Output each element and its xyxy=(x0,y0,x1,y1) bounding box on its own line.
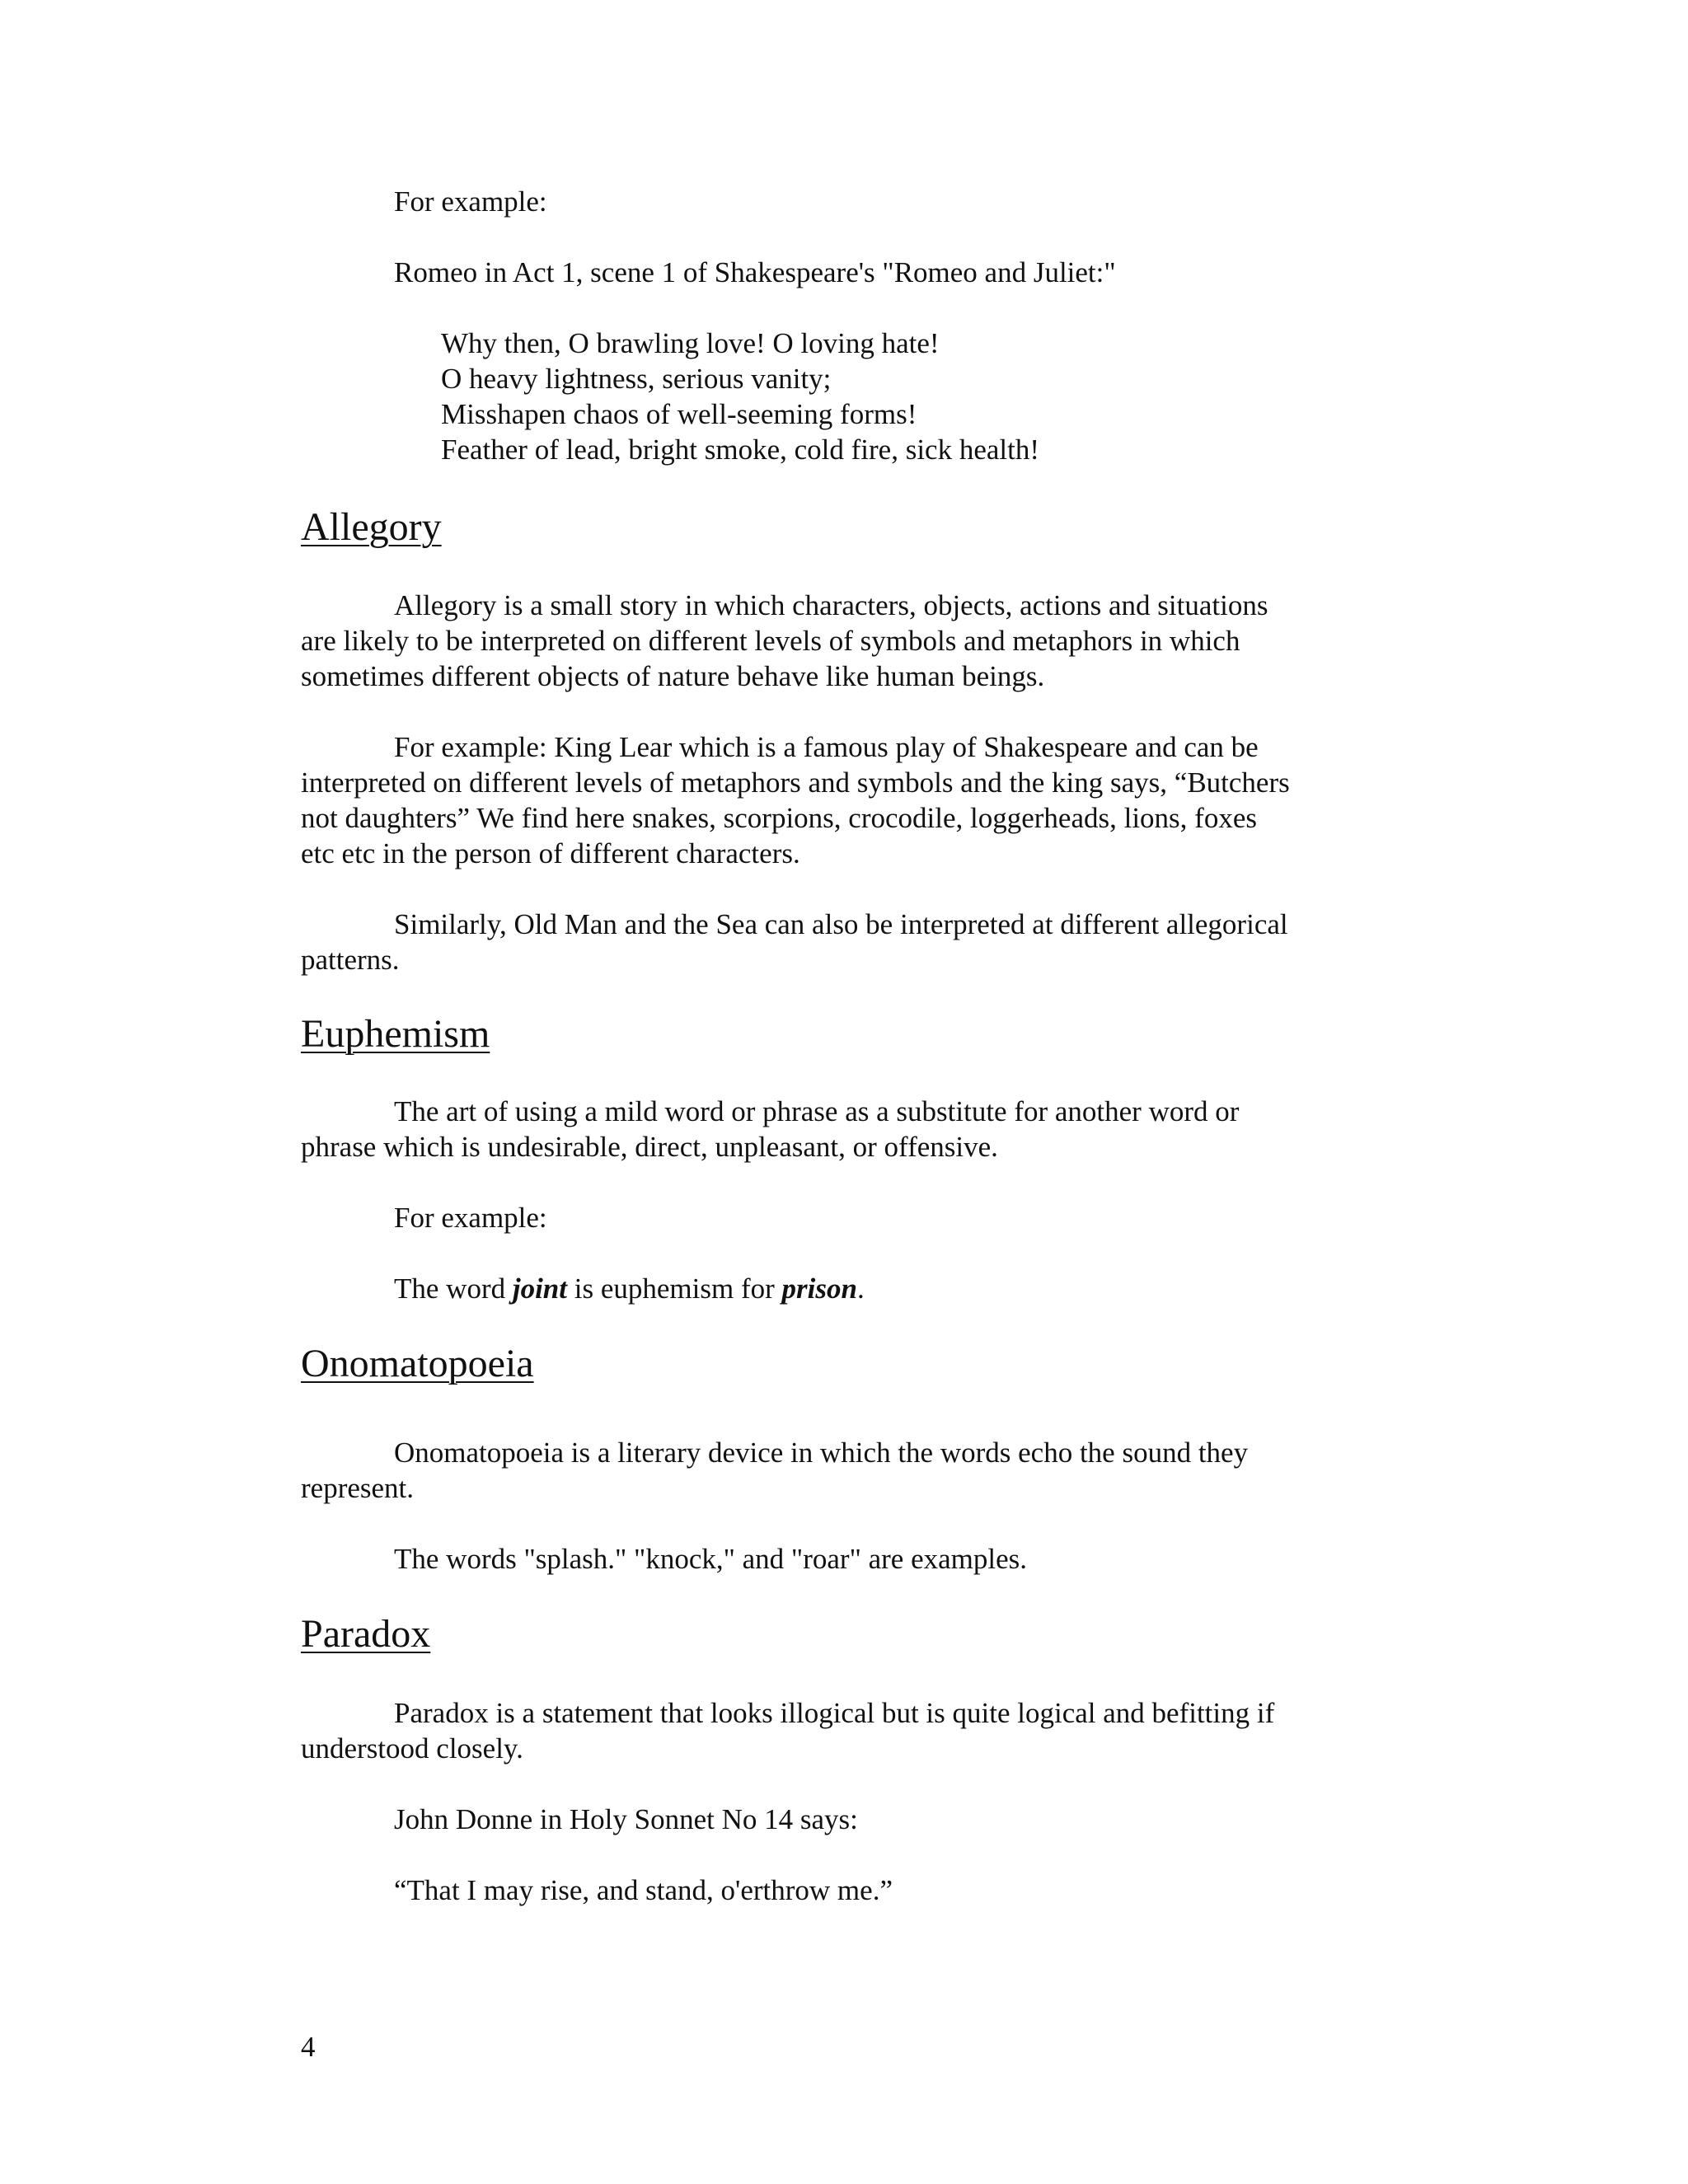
quote-line: Feather of lead, bright smoke, cold fire, sick health! xyxy=(441,434,1040,466)
quote-line: Misshapen chaos of well-seeming forms! xyxy=(441,398,917,430)
example-middle: is euphemism for xyxy=(567,1272,782,1305)
paragraph-line: Onomatopoeia is a literary device in which the words echo the sound they xyxy=(394,1436,1249,1469)
paragraph-line: understood closely. xyxy=(301,1732,523,1765)
paragraph-line: The words "splash." "knock," and "roar" are examples. xyxy=(394,1543,1028,1575)
paragraph-line: For example: King Lear which is a famous play of Shakespeare and can be xyxy=(394,731,1259,763)
for-example-text: For example: xyxy=(394,185,547,218)
paragraph-line: are likely to be interpreted on different levels of symbols and metaphors in which xyxy=(301,625,1240,657)
example-word-joint: joint xyxy=(512,1272,567,1305)
quote-donne: “That I may rise, and stand, o'erthrow me.” xyxy=(394,1874,893,1906)
paragraph-line: patterns. xyxy=(301,944,400,976)
section-heading-allegory: Allegory xyxy=(301,505,442,549)
romeo-intro-line: Romeo in Act 1, scene 1 of Shakespeare's "Romeo and Juliet:" xyxy=(394,256,1116,288)
for-example-text: For example: xyxy=(394,1202,547,1234)
paragraph-line: The art of using a mild word or phrase as a substitute for another word or xyxy=(394,1095,1240,1127)
paragraph-line: phrase which is undesirable, direct, unpleasant, or offensive. xyxy=(301,1131,998,1163)
example-word-prison: prison xyxy=(781,1272,857,1305)
paragraph-line: Similarly, Old Man and the Sea can also be interpreted at different allegorical xyxy=(394,908,1288,940)
paragraph-line: sometimes different objects of nature behave like human beings. xyxy=(301,660,1045,692)
section-heading-onomatopoeia: Onomatopoeia xyxy=(301,1342,534,1385)
paragraph-line: interpreted on different levels of metaphors and symbols and the king says, “Butchers xyxy=(301,766,1290,799)
paragraph-line: Paradox is a statement that looks illogical but is quite logical and befitting if xyxy=(394,1697,1275,1729)
example-prefix: The word xyxy=(394,1272,513,1305)
section-heading-euphemism: Euphemism xyxy=(301,1012,490,1056)
quote-line: O heavy lightness, serious vanity; xyxy=(441,363,832,395)
example-suffix: . xyxy=(856,1272,865,1305)
paragraph-line: John Donne in Holy Sonnet No 14 says: xyxy=(394,1803,858,1835)
paragraph-line: not daughters” We find here snakes, scorpions, crocodile, loggerheads, lions, foxes xyxy=(301,802,1257,834)
paragraph-line: etc etc in the person of different characters. xyxy=(301,837,800,869)
quote-line: Why then, O brawling love! O loving hate! xyxy=(441,327,940,359)
paragraph-line: represent. xyxy=(301,1472,415,1504)
euphemism-example-line xyxy=(394,1271,865,1306)
section-heading-paradox: Paradox xyxy=(301,1612,431,1656)
page-number: 4 xyxy=(301,2031,316,2063)
paragraph-line: Allegory is a small story in which characters, objects, actions and situations xyxy=(394,589,1268,621)
